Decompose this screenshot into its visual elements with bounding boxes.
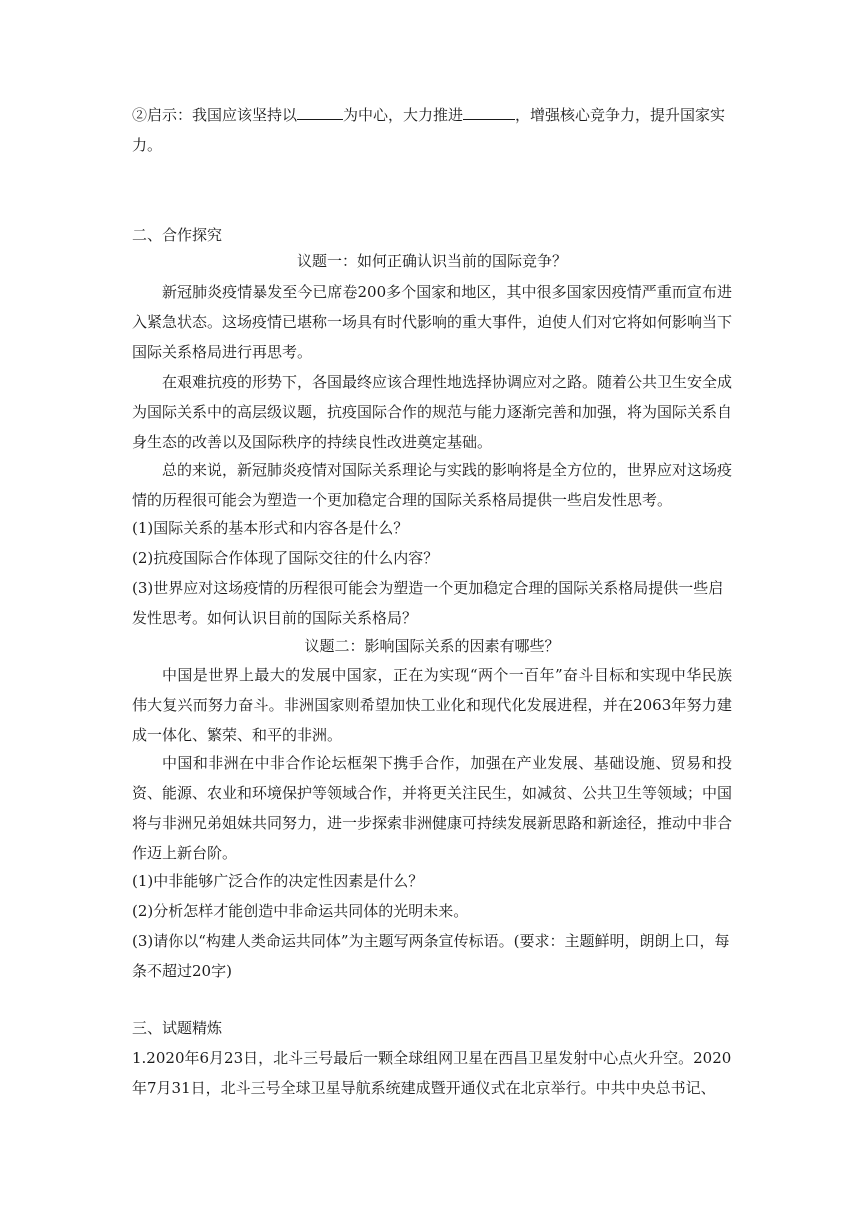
topic2-title: 议题二：影响国际关系的因素有哪些？ bbox=[304, 637, 560, 655]
section-heading-cooperative-inquiry: 二、合作探究 bbox=[132, 226, 223, 244]
topic1-question-3: (3)世界应对这场疫情的历程很可能会为塑造一个更加稳定合理的国际关系格局提供一些启发性思考。如何认识目前的国际关系格局？ bbox=[132, 579, 724, 627]
topic1-title: 议题一：如何正确认识当前的国际竞争？ bbox=[296, 252, 567, 270]
topic2-paragraph-1: 中国是世界上最大的发展中国家，正在为实现“两个一百年”奋斗目标和实现中华民族伟大复兴而努力奋斗。非洲国家则希望加快工业化和现代化发展进程，并在2063年努力建成一体化、繁荣、和平的非洲。 bbox=[132, 666, 732, 744]
topic1-question-1: (1)国际关系的基本形式和内容各是什么？ bbox=[132, 519, 409, 537]
fill-blank-2[interactable] bbox=[463, 103, 515, 120]
section-heading-exercises: 三、试题精炼 bbox=[132, 1019, 223, 1037]
topic2-paragraph-2: 中国和非洲在中非合作论坛框架下携手合作，加强在产业发展、基础设施、贸易和投资、能源、农业和环境保护等领域合作，并将更关注民生，如减贫、公共卫生等领域；中国将与非洲兄弟姐妹共同努力，进一步探索非洲健康可持续发展新思路和新途径，推动中非合作迈上新台阶。 bbox=[132, 754, 733, 862]
topic1-paragraph-1: 新冠肺炎疫情暴发至今已席卷200多个国家和地区，其中很多国家因疫情严重而宣布进入紧急状态。这场疫情已堪称一场具有时代影响的重大事件，迫使人们对它将如何影响当下国际关系格局进行再思考。 bbox=[132, 283, 733, 361]
topic2-question-1: (1)中非能够广泛合作的决定性因素是什么？ bbox=[132, 872, 424, 890]
fill-blank-1[interactable] bbox=[297, 103, 343, 120]
enlightenment-middle: 为中心，大力推进 bbox=[343, 106, 464, 124]
topic2-question-2: (2)分析怎样才能创造中非命运共同体的光明未来。 bbox=[132, 902, 469, 920]
enlightenment-suffix: ，增强核心竞争力，提升国家实力。 bbox=[132, 106, 726, 154]
topic1-paragraph-3: 总的来说，新冠肺炎疫情对国际关系理论与实践的影响将是全方位的，世界应对这场疫情的历程很可能会为塑造一个更加稳定合理的国际关系格局提供一些启发性思考。 bbox=[132, 461, 733, 509]
exercise-item-1: 1.2020年6月23日，北斗三号最后一颗全球组网卫星在西昌卫星发射中心点火升空。2020年7月31日，北斗三号全球卫星导航系统建成暨开通仪式在北京举行。中共中央总书记、 bbox=[132, 1049, 732, 1097]
topic2-question-3: (3)请你以“构建人类命运共同体”为主题写两条宣传标语。(要求：主题鲜明，朗朗上口，每条不超过20字) bbox=[132, 932, 730, 980]
topic1-paragraph-2: 在艰难抗疫的形势下，各国最终应该合理性地选择协调应对之路。随着公共卫生安全成为国际关系中的高层级议题，抗疫国际合作的规范与能力逐渐完善和加强，将为国际关系自身生态的改善以及国际秩序的持续良性改进奠定基础。 bbox=[132, 373, 733, 451]
topic1-question-2: (2)抗疫国际合作体现了国际交往的什么内容？ bbox=[132, 549, 439, 567]
enlightenment-prefix: ②启示：我国应该坚持以 bbox=[132, 106, 298, 124]
enlightenment-item bbox=[132, 100, 732, 160]
